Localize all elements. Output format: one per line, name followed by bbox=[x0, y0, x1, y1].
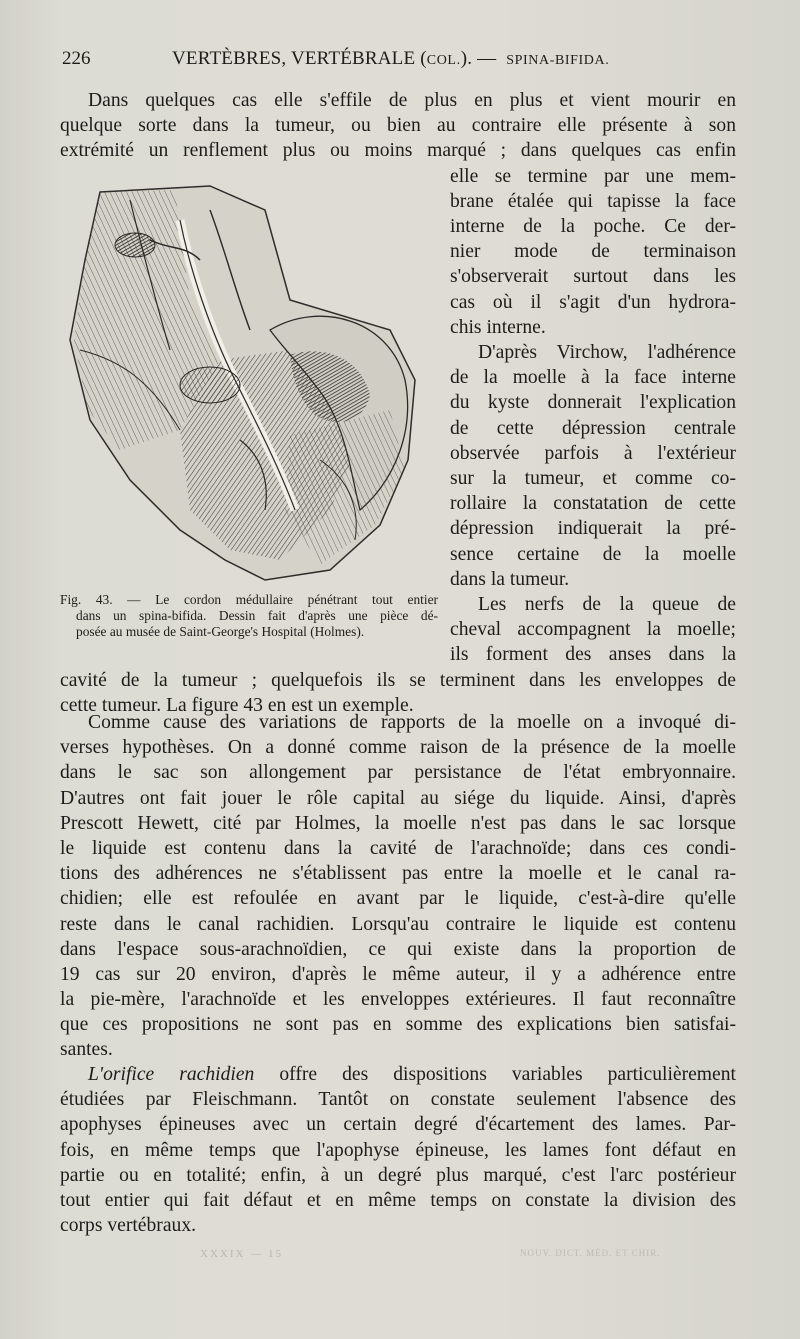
running-header bbox=[60, 48, 740, 78]
caption-line: dans un spina-bifida. Dessin fait d'après une pièce dé- bbox=[76, 608, 438, 623]
text-line: verses hypothèses. On a donné comme raison de la présence de la moelle bbox=[60, 737, 736, 759]
paragraph-2-column bbox=[450, 340, 736, 592]
paragraph-1-full bbox=[60, 88, 736, 164]
text-line: Comme cause des variations de rapports de la moelle on a invoqué di- bbox=[88, 712, 736, 733]
text-line: Dans quelques cas elle s'effile de plus en plus et vient mourir en bbox=[88, 90, 736, 111]
text-line: cas où il s'agit d'un hydrora- bbox=[450, 291, 736, 313]
text-line: chis interne. bbox=[450, 316, 546, 338]
text-line: santes. bbox=[60, 1039, 113, 1061]
text-line: tions des adhérences ne s'établissent pas entre la moelle et le canal ra- bbox=[60, 863, 736, 885]
text-line: corps vertébraux. bbox=[60, 1215, 197, 1237]
text-line: cette tumeur. La figure 43 en est un exemple. bbox=[60, 694, 414, 716]
title-col: COL. bbox=[426, 53, 461, 68]
text-line: dans l'espace sous-arachnoïdien, ce qui existe dans la proportion de bbox=[60, 938, 736, 960]
figure-43-illustration bbox=[60, 180, 440, 585]
title-section: SPINA-BIFIDA. bbox=[506, 53, 610, 68]
text-line: dépression indiquerait la pré- bbox=[450, 518, 736, 540]
spina-bifida-engraving bbox=[60, 180, 440, 585]
text-line: brane étalée qui tapisse la face bbox=[450, 190, 736, 212]
text-line: quelque sorte dans la tumeur, ou bien au contraire elle présente à son bbox=[60, 115, 736, 137]
text-line: sur la tumeur, et comme co- bbox=[450, 467, 736, 489]
text-line: cheval accompagnent la moelle; bbox=[450, 619, 736, 641]
figure-43-caption bbox=[60, 592, 438, 640]
text-line: cavité de la tumeur ; quelquefois ils se terminent dans les enveloppes de bbox=[60, 669, 736, 691]
text-line: chidien; elle est refoulée en avant par le liquide, c'est-à-dire qu'elle bbox=[60, 888, 736, 910]
paragraph-4 bbox=[60, 710, 736, 1063]
text-line: du kyste donnerait l'explication bbox=[450, 392, 736, 414]
text-line: partie ou en totalité; enfin, à un degré plus marqué, c'est l'arc postérieur bbox=[60, 1164, 736, 1186]
text-line: interne de la poche. Ce der- bbox=[450, 215, 736, 237]
text-line: fois, en même temps que l'apophyse épineuse, les lames font défaut en bbox=[60, 1139, 736, 1161]
text-line: s'observerait surtout dans les bbox=[450, 266, 736, 288]
text-line: nier mode de terminaison bbox=[450, 241, 736, 263]
title-main: VERTÈBRES, VERTÉBRALE ( bbox=[172, 48, 427, 69]
text-line: la pie-mère, l'arachnoïde et les enveloppes extérieures. Il faut reconnaître bbox=[60, 989, 736, 1011]
title-end: ). — bbox=[460, 48, 497, 69]
signature-mark: XXXIX — 15 bbox=[200, 1248, 283, 1260]
text-line: Les nerfs de la queue de bbox=[478, 594, 736, 615]
paragraph-3-column bbox=[450, 592, 736, 668]
page-number: 226 bbox=[62, 48, 91, 69]
text-line: sence certaine de la moelle bbox=[450, 543, 736, 565]
paragraph-5 bbox=[60, 1062, 736, 1238]
text-line: dans le sac son allongement par persistance de l'état embryonnaire. bbox=[60, 762, 736, 784]
text-line: extrémité un renflement plus ou moins marqué ; dans quelques cas enfin bbox=[60, 140, 736, 162]
text-line: que ces propositions ne sont pas en somme des explications bien satisfai- bbox=[60, 1014, 736, 1036]
text-line: observée parfois à l'extérieur bbox=[450, 442, 736, 464]
text-line: apophyses épineuses avec un certain degré d'écartement des lames. Par- bbox=[60, 1114, 736, 1136]
caption-line: posée au musée de Saint-George's Hospital (Holmes). bbox=[76, 624, 365, 639]
running-title bbox=[172, 48, 609, 70]
text-line: 19 cas sur 20 environ, d'après le même auteur, il y a adhérence entre bbox=[60, 963, 736, 985]
paragraph-1-column bbox=[450, 164, 736, 340]
text-line: rollaire la constatation de cette bbox=[450, 493, 736, 515]
caption-line: Fig. 43. — Le cordon médullaire pénétrant tout entier bbox=[60, 592, 438, 607]
italic-term: L'orifice rachidien bbox=[88, 1064, 255, 1085]
text-line: D'après Virchow, l'adhérence bbox=[478, 342, 736, 363]
text-line: Prescott Hewett, cité par Holmes, la moelle n'est pas dans le sac lorsque bbox=[60, 812, 736, 834]
text-line: étudiées par Fleischmann. Tantôt on constate seulement l'absence des bbox=[60, 1089, 736, 1111]
text-line: tout entier qui fait défaut et en même temps on constate la division des bbox=[60, 1189, 736, 1211]
text-line: de cette dépression centrale bbox=[450, 417, 736, 439]
first-line-rest: offre des dispositions variables particulièrement bbox=[254, 1064, 736, 1085]
text-line: de la moelle à la face interne bbox=[450, 367, 736, 389]
imprint-mark: NOUV. DICT. MÉD. ET CHIR. bbox=[520, 1248, 661, 1258]
text-line bbox=[60, 1062, 736, 1087]
text-line: le liquide est contenu dans la cavité de l'arachnoïde; dans ces condi- bbox=[60, 837, 736, 859]
text-line: D'autres ont fait jouer le rôle capital au siége du liquide. Ainsi, d'après bbox=[60, 787, 736, 809]
text-line: elle se termine par une mem- bbox=[450, 165, 736, 187]
text-line: reste dans le canal rachidien. Lorsqu'au contraire le liquide est contenu bbox=[60, 913, 736, 935]
text-line: ils forment des anses dans la bbox=[450, 644, 736, 666]
text-line: dans la tumeur. bbox=[450, 568, 570, 590]
